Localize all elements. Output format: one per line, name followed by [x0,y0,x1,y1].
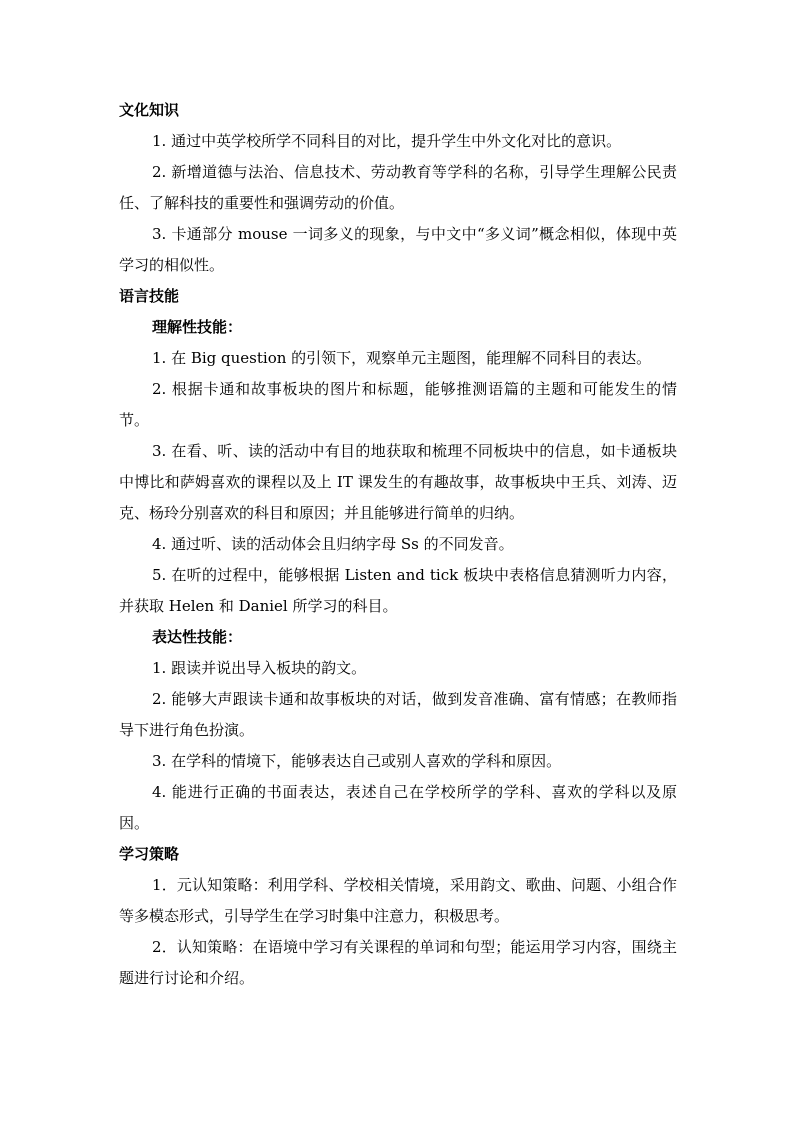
comprehension-item-5: 5. 在听的过程中，能够根据 Listen and tick 板块中表格信息猜测听力内容，并获取 Helen 和 Daniel 所学习的科目。 [119,566,677,615]
expression-item-3: 3. 在学科的情境下，能够表达自己或别人喜欢的学科和原因。 [152,752,562,770]
expression-item-2: 2. 能够大声跟读卡通和故事板块的对话，做到发音准确、富有情感；在教师指导下进行角色扮演。 [119,690,677,739]
document-page [119,95,677,994]
comprehension-item-3: 3. 在看、听、读的活动中有目的地获取和梳理不同板块中的信息，如卡通板块中博比和萨姆喜欢的课程以及上 IT 课发生的有趣故事，故事板块中王兵、刘涛、迈克、杨玲分别喜欢的科目和原因；并且能够进行简单的归纳。 [119,442,677,522]
culture-item-2: 2. 新增道德与法治、信息技术、劳动教育等学科的名称，引导学生理解公民责任、了解科技的重要性和强调劳动的价值。 [119,163,677,212]
expression-item-1: 1. 跟读并说出导入板块的韵文。 [152,659,367,677]
strategy-item-2: 2．认知策略：在语境中学习有关课程的单词和句型；能运用学习内容，围绕主题进行讨论和介绍。 [119,938,677,987]
expression-item-4: 4. 能进行正确的书面表达，表述自己在学校所学的学科、喜欢的学科以及原因。 [119,783,677,832]
culture-item-1: 1. 通过中英学校所学不同科目的对比，提升学生中外文化对比的意识。 [152,132,622,150]
section-heading-culture: 文化知识 [119,101,180,119]
comprehension-item-1: 1. 在 Big question 的引领下，观察单元主题图，能理解不同科目的表达。 [152,349,652,367]
subheading-expression: 表达性技能： [152,628,243,646]
comprehension-item-2: 2. 根据卡通和故事板块的图片和标题，能够推测语篇的主题和可能发生的情节。 [119,380,677,429]
culture-item-3: 3. 卡通部分 mouse 一词多义的现象，与中文中“多义词”概念相似，体现中英学习的相似性。 [119,225,677,274]
comprehension-item-4: 4. 通过听、读的活动体会且归纳字母 Ss 的不同发音。 [152,535,514,553]
subheading-comprehension: 理解性技能： [152,318,243,336]
strategy-item-1: 1．元认知策略：利用学科、学校相关情境，采用韵文、歌曲、问题、小组合作等多模态形式，引导学生在学习时集中注意力，积极思考。 [119,876,677,925]
section-heading-language: 语言技能 [119,287,180,305]
section-heading-strategy: 学习策略 [119,845,180,863]
